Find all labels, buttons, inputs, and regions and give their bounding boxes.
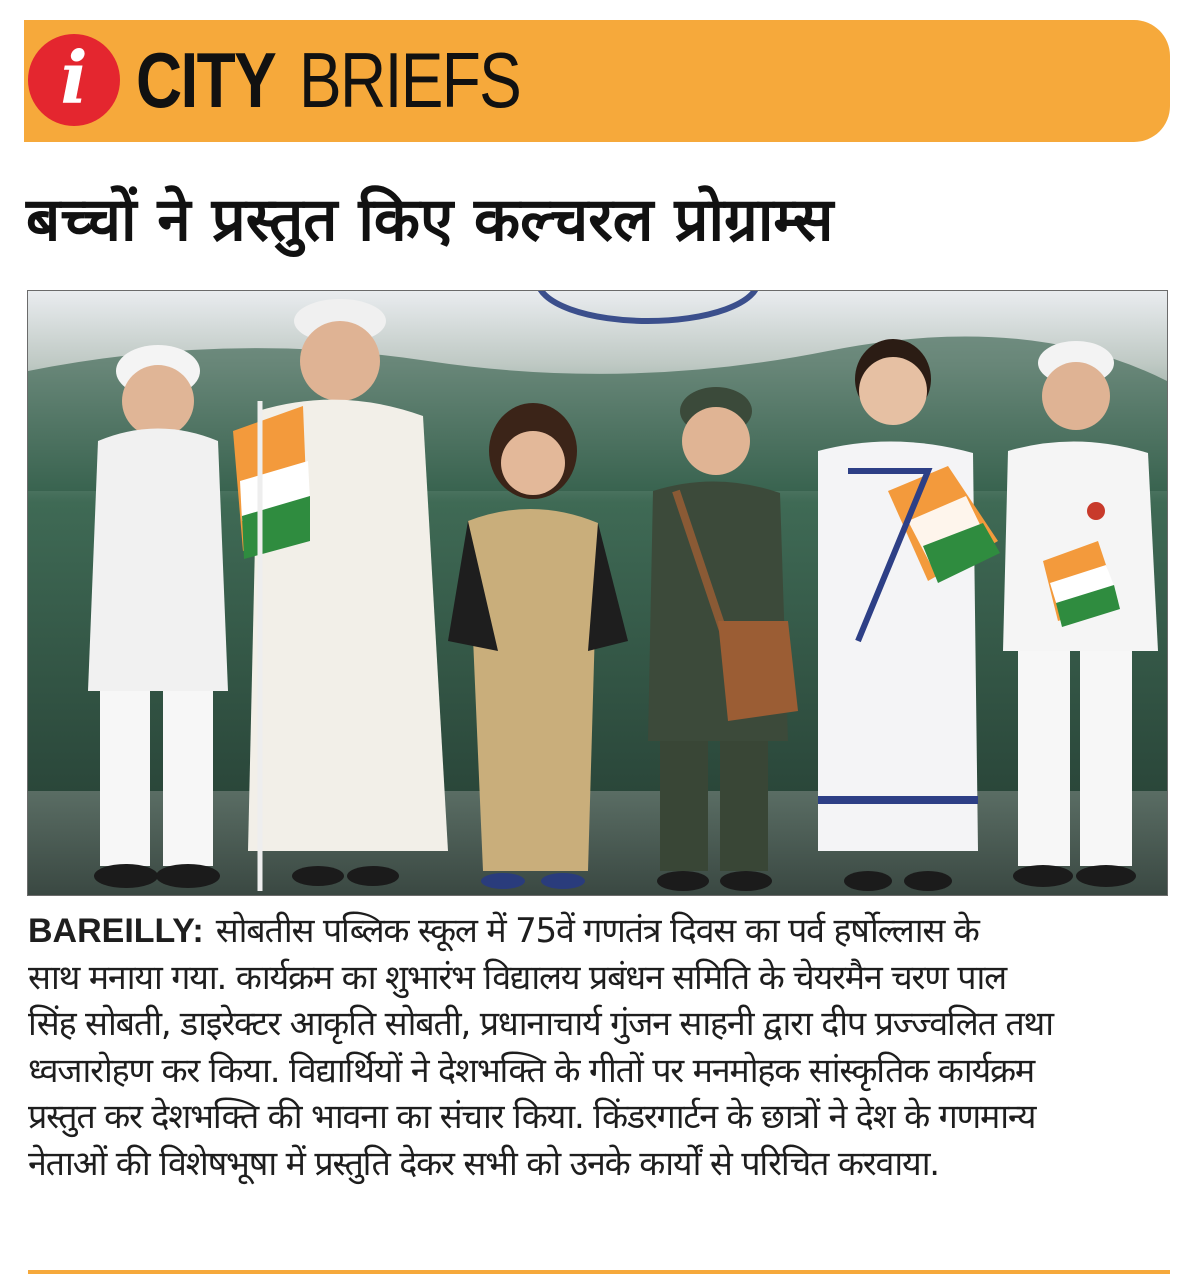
article-line-5: प्रस्तुत कर देशभक्ति की भावना का संचार किया. किंडरगार्टन के छात्रों ने देश के गणमान्य — [28, 1097, 1036, 1137]
article-dateline: BAREILLY: — [28, 912, 204, 950]
section-title-light: BRIEFS — [299, 35, 521, 124]
info-badge-letter: i — [60, 35, 88, 120]
section-title — [136, 34, 569, 126]
article-line-3: सिंह सोबती, डाइरेक्टर आकृति सोबती, प्रधानाचार्य गुंजन साहनी द्वारा दीप प्रज्ज्वलित तथा — [28, 1004, 1053, 1044]
article-line-2: साथ मनाया गया. कार्यक्रम का शुभारंभ विद्यालय प्रबंधन समिति के चेयरमैन चरण पाल — [28, 957, 1006, 998]
article-line-4: ध्वजारोहण कर किया. विद्यार्थियों ने देशभक्ति के गीतों पर मनमोहक सांस्कृतिक कार्यक्रम — [28, 1050, 1035, 1091]
article-photo — [27, 290, 1168, 896]
article-line-6: नेताओं की विशेषभूषा में प्रस्तुति देकर सभी को उनके कार्यों से परिचित करवाया. — [28, 1143, 939, 1184]
article-line-1-text: सोबतीस पब्लिक स्कूल में 75वें गणतंत्र दिवस का पर्व हर्षोल्लास के — [215, 911, 979, 951]
section-title-bold: CITY — [136, 35, 276, 124]
article-headline: बच्चों ने प्रस्तुत किए कल्चरल प्रोग्राम्स — [26, 185, 834, 255]
bottom-divider — [28, 1270, 1170, 1274]
article-line-1 — [28, 908, 1164, 955]
article-body — [28, 908, 1164, 1187]
info-badge-icon — [28, 34, 120, 126]
